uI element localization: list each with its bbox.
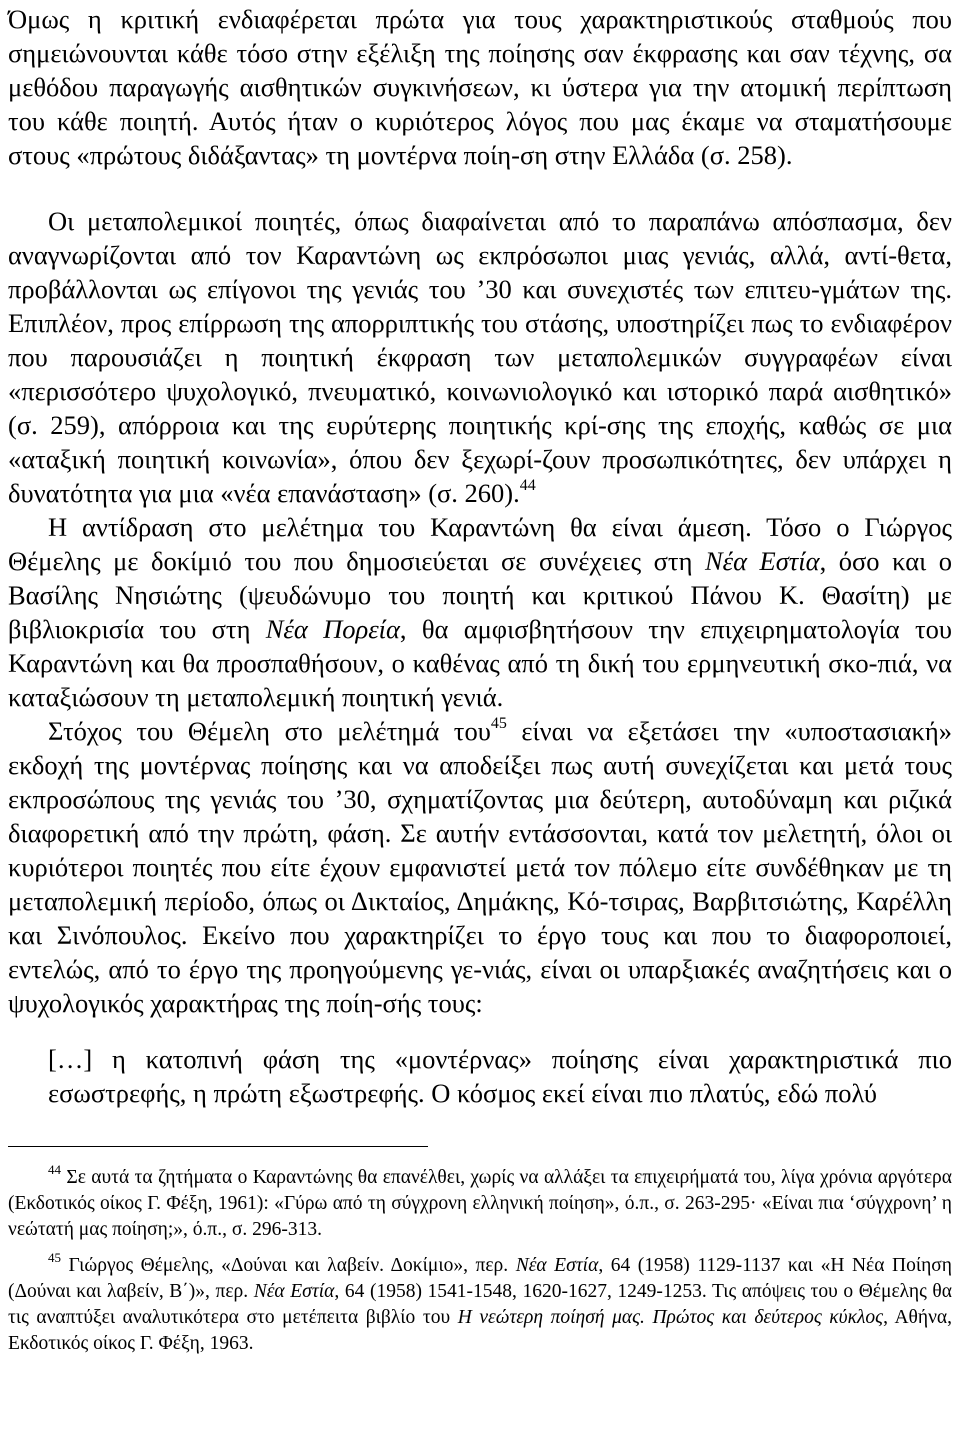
paragraph-3-text-e: , θα αμφισβητήσουν την επιχειρηματολογία του Καραντώνη και θα προσπαθήσουν, ο καθένας από τη δική του ερμηνευτική σκο-πιά, να καταξιώσουν τη μεταπολεμική ποιητική γενιά.	[8, 614, 952, 712]
paragraph-2	[8, 204, 952, 510]
footnote-45-text-c: , 64 (1958) 1129-1137 και «Η Νέα Ποίηση (Δούναι και λαβείν, Β΄)», περ.	[8, 1255, 952, 1302]
footnote-45-book-title: Η νεώτερη ποίησή μας. Πρώτος και δεύτερος κύκλος	[457, 1307, 884, 1328]
footnote-45	[8, 1250, 953, 1357]
main-text	[8, 0, 952, 1110]
journal-title-nea-estia: Νέα Εστία	[704, 546, 820, 576]
paragraph-3-text-c: , όσο και ο Βασίλης Νησιώτης (ψευδώνυμο του ποιητή και κριτικού Πάνου Κ. Θασίτη) με βιβλιοκρισία του στη	[8, 546, 952, 644]
footnote-44-text: Σε αυτά τα ζητήματα ο Καραντώνης θα επανέλθει, χωρίς να αλλάξει τα επιχειρήματά του, λίγα χρόνια αργότερα (Εκδοτικός οίκος Γ. Φέξη, 1961): «Γύρω από τη σύγχρονη ελληνική ποίηση», ό.π., σ. 263-295· «Είναι πια ‘σύγχρονη’ η νεώτατή μας ποίηση;», ό.π., σ. 296-313.	[8, 1167, 952, 1240]
paragraph-3-text-a: Η αντίδραση στο μελέτημα του Καραντώνη θα είναι άμεση. Τόσο ο Γιώργος Θέμελης με δοκίμιό του που δημοσιεύεται σε συνέχειες στη	[8, 512, 952, 576]
footnote-45-text-a: Γιώργος Θέμελης, «Δούναι και λαβείν. Δοκίμιο», περ.	[61, 1255, 516, 1276]
block-quote: […] η κατοπινή φάση της «μοντέρνας» ποίησης είναι χαρακτηριστικά πιο εσωστρεφής, η πρώτη εξωστρεφής. Ο κόσμος εκεί είναι πιο πλατύς, εδώ πολύ	[48, 1044, 952, 1108]
paragraph-2-text: Οι μεταπολεμικοί ποιητές, όπως διαφαίνεται από το παραπάνω απόσπασμα, δεν αναγνωρίζονται από τον Καραντώνη ως εκπρόσωποι μιας γενιάς, αλλά, αντί-θετα, προβάλλονται ως επίγονοι της γενιάς του ’30 και συνεχιστές των επιτευ-γμάτων της. Επιπλέον, προς επίρρωση της απορριπτικής του στάσης, υποστηρίζει πως το ενδιαφέρον που παρουσιάζει η ποιητική έκφραση των μεταπολεμικών συγγραφέων είναι «περισσότερο ψυχολογικό, πνευματικό, κοινωνιολογικό και ιστορικό παρά αισθητικό» (σ. 259), απόρροια και της ευρύτερης ποιητικής κρί-σης της εποχής, καθώς σε μια «αταξική ποιητική κοινωνία», όπου δεν ξεχωρί-ζουν προσωπικότητες, δεν υπάρχει η δυνατότητα για μια «νέα επανάσταση» (σ. 260).	[8, 206, 952, 508]
paragraph-4	[8, 714, 952, 1020]
paragraph-4-text-a: Στόχος του Θέμελη στο μελέτημά του	[48, 716, 491, 746]
footnotes	[8, 1162, 953, 1357]
footnote-ref-44[interactable]: 44	[519, 477, 536, 494]
document-page	[8, 0, 952, 1357]
footnote-45-text-g: , Αθήνα, Εκδοτικός οίκος Γ. Φέξη, 1963.	[8, 1307, 953, 1354]
footnote-number-44: 44	[48, 1162, 61, 1177]
footnote-45-text-e: , 64 (1958) 1541-1548, 1620-1627, 1249-1253. Τις απόψεις του ο Θέμελης θα τις αναπτύξει αναλυτικότερα στο μετέπειτα βιβλίο του	[8, 1281, 952, 1328]
footnote-45-journal-1: Νέα Εστία	[515, 1255, 599, 1276]
paragraph-1: Όμως η κριτική ενδιαφέρεται πρώτα για τους χαρακτηριστικούς σταθμούς που σημειώνουνται κάθε τόσο στην εξέλιξη της ποίησης σαν έκφρασης και σαν τέχνης, σα μεθόδου παραγωγής αισθητικών συγκινήσεων, κι ύστερα για την ατομική περίπτωση του κάθε ποιητή. Αυτός ήταν ο κυριότερος λόγος που μας έκαμε να σταματήσουμε στους «πρώτους διδάξαντας» τη μοντέρνα ποίη-ση στην Ελλάδα (σ. 258).	[8, 4, 952, 170]
footnote-number-45: 45	[48, 1250, 61, 1265]
paragraph-3	[8, 510, 952, 714]
journal-title-nea-poreia: Νέα Πορεία	[265, 614, 400, 644]
footnote-ref-45[interactable]: 45	[490, 715, 507, 732]
footnote-44	[8, 1162, 952, 1243]
footnote-45-journal-2: Νέα Εστία	[253, 1281, 335, 1302]
footnote-separator	[8, 1146, 428, 1147]
paragraph-4-text-b: είναι να εξετάσει την «υποστασιακή» εκδοχή της μοντέρνας ποίησης και να αποδείξει πως αυτή συνεχίζεται και μετά τους εκπροσώπους της γενιάς του ’30, σχηματίζοντας μια δεύτερη, αυτοδύναμη και ριζικά διαφορετική από την πρώτη, φάση. Σε αυτήν εντάσσονται, κατά τον μελετητή, όλοι οι κυριότεροι ποιητές που είτε έχουν εμφανιστεί μετά τον πόλεμο είτε συνδέθηκαν με τη μεταπολεμική περίοδο, όπως οι Δικταίος, Δημάκης, Κό-τσιρας, Βαρβιτσιώτης, Καρέλλη και Σινόπουλος. Εκείνο που χαρακτηρίζει το έργο τους και που το διαφοροποιεί, εντελώς, από το έργο της προηγούμενης γε-νιάς, είναι οι υπαρξιακές αναζητήσεις και ο ψυχολογικός χαρακτήρας της ποίη-σής τους:	[8, 716, 952, 1018]
